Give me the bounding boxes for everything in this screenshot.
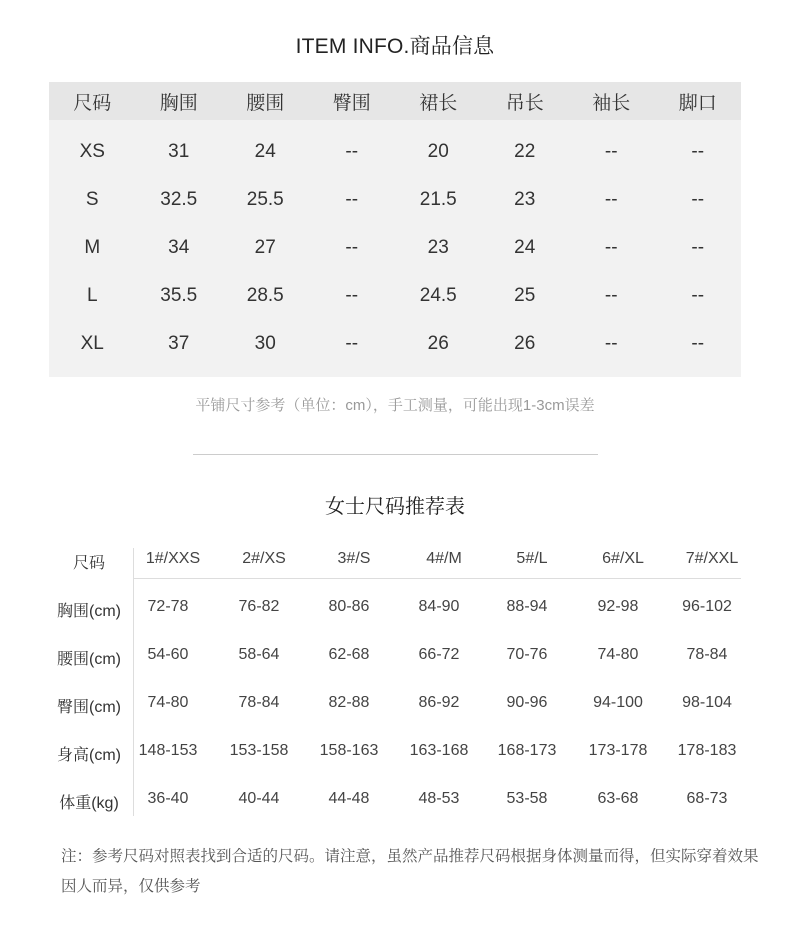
range-cell: 88-94	[506, 598, 548, 615]
range-cell: 76-82	[238, 598, 280, 615]
measurement-cell: --	[604, 141, 618, 162]
recommendation-header-row	[49, 550, 741, 574]
measurement-cell: 32.5	[160, 189, 198, 210]
row-label: 体重(kg)	[59, 795, 119, 812]
range-cell: 98-104	[682, 694, 732, 711]
range-cell: 78-84	[238, 694, 280, 711]
size-cell: M	[84, 237, 101, 258]
item-info-title: ITEM INFO.商品信息	[295, 35, 495, 58]
size-cell: XL	[80, 333, 104, 354]
table-row	[49, 598, 741, 624]
range-cell: 86-92	[418, 694, 460, 711]
measurement-cell: 27	[254, 237, 276, 258]
measurement-cell: 23	[514, 189, 536, 210]
measurement-cell: --	[345, 141, 359, 162]
header-cell: 裙长	[419, 92, 458, 114]
size-column-header: 2#/XS	[242, 550, 286, 567]
section-divider	[193, 454, 598, 455]
range-cell: 163-168	[409, 742, 469, 759]
range-cell: 78-84	[686, 646, 728, 663]
range-cell: 44-48	[328, 790, 370, 807]
size-column-header: 1#/XXS	[145, 550, 201, 567]
measurement-cell: 23	[427, 237, 449, 258]
row-label: 臀围(cm)	[57, 699, 121, 716]
measurement-cell: --	[691, 285, 705, 306]
range-cell: 58-64	[238, 646, 280, 663]
table-row	[49, 790, 741, 816]
range-cell: 54-60	[147, 646, 189, 663]
table-horizontal-rule	[133, 578, 741, 579]
range-cell: 74-80	[147, 694, 189, 711]
range-cell: 168-173	[497, 742, 557, 759]
range-cell: 178-183	[677, 742, 737, 759]
garment-size-table-header	[49, 82, 741, 120]
range-cell: 48-53	[418, 790, 460, 807]
measurement-cell: 26	[427, 333, 449, 354]
range-cell: 153-158	[229, 742, 289, 759]
range-cell: 90-96	[506, 694, 548, 711]
table-row	[49, 320, 741, 368]
size-column-header: 4#/M	[426, 550, 462, 567]
range-cell: 173-178	[588, 742, 648, 759]
table-row	[49, 646, 741, 672]
measurement-cell: 31	[168, 141, 190, 162]
row-label: 身高(cm)	[57, 747, 121, 764]
range-cell: 96-102	[682, 598, 732, 615]
range-cell: 92-98	[597, 598, 639, 615]
corner-label: 尺码	[72, 555, 105, 572]
range-cell: 63-68	[597, 790, 639, 807]
table-vertical-rule	[133, 548, 134, 816]
range-cell: 53-58	[506, 790, 548, 807]
size-cell: L	[86, 285, 98, 306]
measurement-cell: --	[345, 189, 359, 210]
range-cell: 80-86	[328, 598, 370, 615]
table-row	[49, 694, 741, 720]
measurement-cell: --	[691, 237, 705, 258]
measurement-cell: 22	[514, 141, 536, 162]
measurement-cell: 37	[168, 333, 190, 354]
measurement-cell: --	[691, 333, 705, 354]
header-cell: 臀围	[332, 92, 371, 114]
measurement-cell: --	[691, 141, 705, 162]
measurement-cell: 30	[254, 333, 276, 354]
table-row	[49, 742, 741, 768]
table-row	[49, 176, 741, 224]
range-cell: 40-44	[238, 790, 280, 807]
table-row	[49, 224, 741, 272]
range-cell: 82-88	[328, 694, 370, 711]
size-column-header: 7#/XXL	[685, 550, 739, 567]
measurement-cell: --	[604, 237, 618, 258]
range-cell: 66-72	[418, 646, 460, 663]
measurement-cell: 24	[254, 141, 276, 162]
measurement-cell: 28.5	[246, 285, 284, 306]
measurement-cell: 24.5	[419, 285, 457, 306]
measurement-cell: 20	[427, 141, 449, 162]
header-cell: 吊长	[505, 92, 544, 114]
range-cell: 72-78	[147, 598, 189, 615]
measurement-cell: 34	[168, 237, 190, 258]
measurement-cell: --	[604, 189, 618, 210]
garment-size-table	[49, 82, 741, 377]
range-cell: 158-163	[319, 742, 379, 759]
header-cell: 脚口	[678, 92, 717, 114]
header-cell: 胸围	[159, 92, 198, 114]
header-cell: 袖长	[592, 92, 631, 114]
measurement-note: 平铺尺寸参考（单位：cm），手工测量，可能出现1-3cm误差	[195, 397, 595, 414]
measurement-cell: 21.5	[419, 189, 457, 210]
size-column-header: 6#/XL	[602, 550, 644, 567]
measurement-cell: 25	[514, 285, 536, 306]
row-label: 胸围(cm)	[57, 603, 121, 620]
measurement-cell: 24	[514, 237, 536, 258]
garment-size-table-body	[49, 120, 741, 368]
table-row	[49, 128, 741, 176]
header-cell: 腰围	[246, 92, 285, 114]
measurement-cell: --	[604, 333, 618, 354]
recommendation-title: 女士尺码推荐表	[325, 496, 465, 518]
range-cell: 36-40	[147, 790, 189, 807]
range-cell: 74-80	[597, 646, 639, 663]
recommendation-note: 注：参考尺码对照表找到合适的尺码。请注意，虽然产品推荐尺码根据身体测量而得，但实际穿着效果因人而异，仅供参考	[61, 848, 759, 895]
measurement-cell: 25.5	[246, 189, 284, 210]
range-cell: 84-90	[418, 598, 460, 615]
range-cell: 94-100	[593, 694, 643, 711]
range-cell: 70-76	[506, 646, 548, 663]
size-cell: S	[85, 189, 99, 210]
size-cell: XS	[79, 141, 105, 162]
range-cell: 62-68	[328, 646, 370, 663]
header-cell: 尺码	[73, 92, 112, 114]
measurement-cell: --	[345, 333, 359, 354]
measurement-cell: --	[691, 189, 705, 210]
size-column-header: 5#/L	[516, 550, 548, 567]
measurement-cell: --	[345, 237, 359, 258]
row-label: 腰围(cm)	[57, 651, 121, 668]
size-column-header: 3#/S	[337, 550, 371, 567]
table-row	[49, 272, 741, 320]
range-cell: 148-153	[138, 742, 198, 759]
measurement-cell: 26	[514, 333, 536, 354]
measurement-cell: --	[345, 285, 359, 306]
measurement-cell: --	[604, 285, 618, 306]
measurement-cell: 35.5	[160, 285, 198, 306]
range-cell: 68-73	[686, 790, 728, 807]
